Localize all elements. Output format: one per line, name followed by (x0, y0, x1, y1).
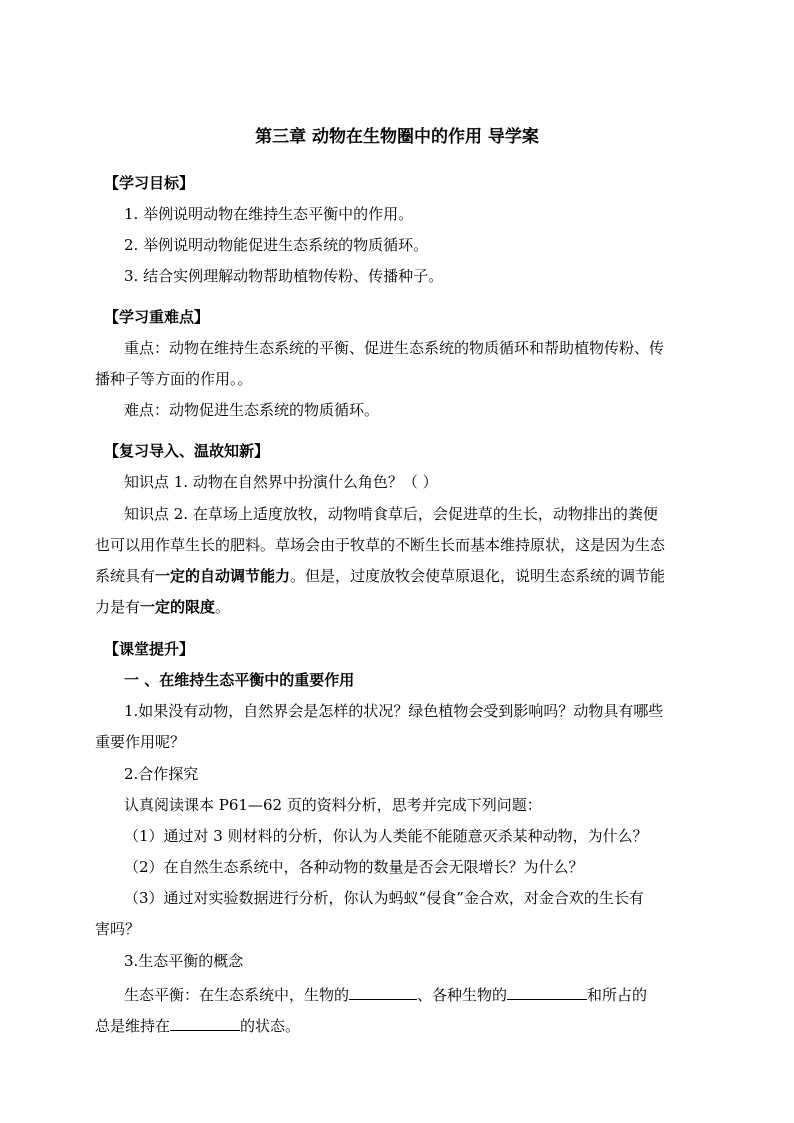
definition-text-c: 和所占的 (587, 986, 648, 1004)
question-3: 3.生态平衡的概念 (124, 952, 244, 970)
definition-text-d: 总是维持在 (95, 1017, 171, 1035)
fill-blank-1[interactable] (349, 983, 417, 1000)
kp2-text-d: 。 (215, 598, 231, 616)
fill-blank-2[interactable] (507, 983, 587, 1000)
kp2-text-b: 。但是，过度放牧会使草原退化，说明生态系统的调节能 (290, 567, 666, 585)
review-heading: 【复习导入、温故知新】 (104, 442, 270, 460)
classroom-heading: 【课堂提升】 (104, 640, 195, 658)
knowledge-point-1: 知识点 1. 动物在自然界中扮演什么角色？（ ） (124, 473, 438, 491)
knowledge-point-2-line-4 (95, 596, 230, 618)
sub-question-3-line-1: （3）通过对实验数据进行分析，你认为蚂蚁“侵食”金合欢，对金合欢的生长有 (124, 889, 644, 907)
kp2-text-c: 力是有 (95, 598, 141, 616)
kp2-emphasis-1: 一定的自动调节能力 (155, 567, 291, 585)
sub-question-2: （2）在自然生态系统中，各种动物的数量是否会无限增长？为什么？ (124, 858, 584, 876)
goal-item-2: 2. 举例说明动物能促进生态系统的物质循环。 (124, 236, 429, 254)
kp2-text-a: 系统具有 (95, 567, 156, 585)
knowledge-point-2-line-1: 知识点 2. 在草场上适度放牧，动物啃食草后，会促进草的生长，动物排出的粪便 (124, 505, 658, 523)
knowledge-point-2-line-2: 也可以用作草生长的肥料。草场会由于牧草的不断生长而基本维持原状，这是因为生态 (95, 536, 666, 554)
sub-question-3-line-2: 害吗？ (95, 920, 141, 938)
knowledge-point-2-line-3 (95, 565, 665, 587)
definition-text-a: 生态平衡：在生态系统中，生物的 (124, 986, 350, 1004)
goals-heading: 【学习目标】 (104, 174, 195, 192)
question-1-line-1: 1.如果没有动物，自然界会是怎样的状况？绿色植物会受到影响吗？动物具有哪些 (124, 702, 664, 720)
page-title: 第三章 动物在生物圈中的作用 导学案 (255, 127, 539, 147)
subsection-heading-1: 一 、在维持生态平衡中的重要作用 (124, 671, 355, 689)
key-point-line-1: 重点：动物在维持生态系统的平衡、促进生态系统的物质循环和帮助植物传粉、传 (124, 339, 665, 357)
question-1-line-2: 重要作用呢？ (95, 733, 186, 751)
definition-line-2 (95, 1014, 300, 1037)
goal-item-3: 3. 结合实例理解动物帮助植物传粉、传播种子。 (124, 267, 444, 285)
question-2: 2.合作探究 (124, 765, 199, 783)
kp2-emphasis-2: 一定的限度 (140, 598, 216, 616)
definition-text-e: 的状态。 (240, 1017, 301, 1035)
definition-line-1 (124, 983, 647, 1006)
fill-blank-3[interactable] (170, 1014, 240, 1031)
reading-instruction: 认真阅读课本 P61—62 页的资料分析，思考并完成下列问题： (124, 796, 542, 814)
sub-question-1: （1）通过对 3 则材料的分析，你认为人类能不能随意灭杀某种动物，为什么？ (124, 827, 648, 845)
difficult-point: 难点：动物促进生态系统的物质循环。 (124, 401, 380, 419)
goal-item-1: 1. 举例说明动物在维持生态平衡中的作用。 (124, 205, 414, 223)
definition-text-b: 、各种生物的 (417, 986, 508, 1004)
key-point-line-2: 播种子等方面的作用。。 (95, 370, 253, 388)
keypoints-heading: 【学习重难点】 (104, 308, 210, 326)
